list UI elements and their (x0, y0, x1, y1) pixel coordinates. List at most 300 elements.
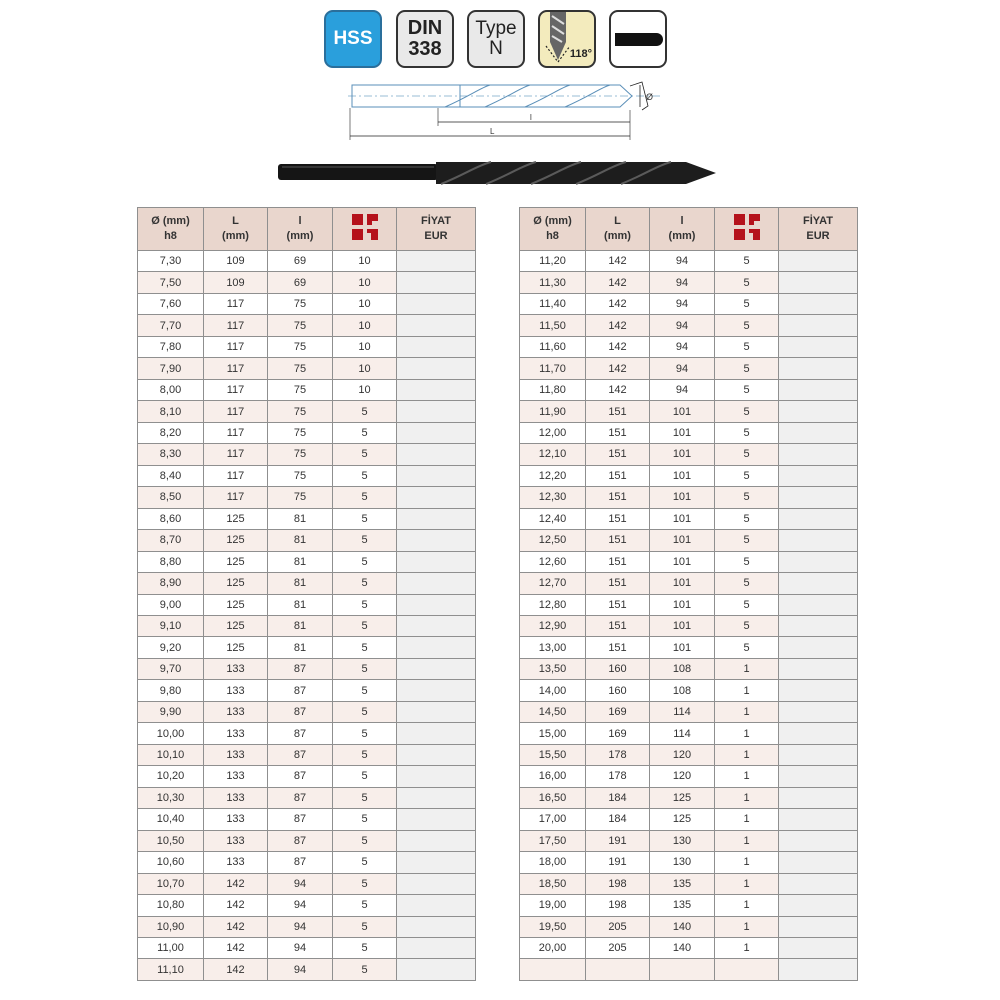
diameter-cell: 8,60 (138, 508, 204, 529)
price-cell (397, 852, 476, 873)
table-row (138, 680, 476, 701)
diameter-cell: 10,30 (138, 787, 204, 808)
flute-length-cell: 114 (650, 723, 715, 744)
diameter-cell: 16,50 (520, 787, 586, 808)
diameter-cell: 11,30 (520, 272, 586, 293)
table-row (138, 701, 476, 722)
diameter-cell: 12,80 (520, 594, 586, 615)
total-length-cell: 133 (204, 766, 268, 787)
table-row (520, 251, 858, 272)
table-row (520, 379, 858, 400)
table-row (520, 809, 858, 830)
package-quantity-cell: 5 (333, 809, 397, 830)
package-quantity-cell: 5 (715, 315, 779, 336)
flute-length-cell: 81 (268, 530, 333, 551)
flute-length-cell: 94 (650, 379, 715, 400)
price-cell (397, 358, 476, 379)
price-cell (397, 701, 476, 722)
table-row (138, 938, 476, 959)
total-length-cell: 109 (204, 272, 268, 293)
total-length-header: L (mm) (586, 208, 650, 251)
diameter-cell: 8,30 (138, 444, 204, 465)
diameter-cell: 15,00 (520, 723, 586, 744)
diameter-cell: 10,80 (138, 895, 204, 916)
total-length-cell: 191 (586, 830, 650, 851)
total-length-cell: 178 (586, 766, 650, 787)
price-cell (779, 959, 858, 980)
table-row (138, 293, 476, 314)
flute-length-cell: 101 (650, 637, 715, 658)
price-cell (779, 358, 858, 379)
table-row (138, 422, 476, 443)
table-row (138, 637, 476, 658)
flute-length-cell: 75 (268, 358, 333, 379)
table-row (520, 873, 858, 894)
package-quantity-cell: 10 (333, 293, 397, 314)
package-quantity-cell: 5 (333, 594, 397, 615)
total-length-cell: 117 (204, 293, 268, 314)
total-length-cell (586, 959, 650, 980)
total-length-cell: 151 (586, 422, 650, 443)
total-length-cell: 142 (586, 336, 650, 357)
diameter-cell: 15,50 (520, 744, 586, 765)
drill-bit-photo (276, 152, 720, 194)
total-length-cell: 117 (204, 487, 268, 508)
package-quantity-cell: 5 (333, 680, 397, 701)
diameter-cell: 7,90 (138, 358, 204, 379)
flute-length-cell: 101 (650, 594, 715, 615)
flute-length-label: l (530, 113, 532, 122)
total-length-cell: 133 (204, 809, 268, 830)
package-quantity-header (715, 208, 779, 251)
diameter-cell: 7,60 (138, 293, 204, 314)
flute-length-cell: 101 (650, 508, 715, 529)
price-cell (397, 744, 476, 765)
table-row (520, 487, 858, 508)
diameter-cell: 10,00 (138, 723, 204, 744)
table-row (520, 272, 858, 293)
package-quantity-cell: 1 (715, 766, 779, 787)
package-quantity-cell: 5 (333, 873, 397, 894)
flute-length-cell: 75 (268, 465, 333, 486)
table-row (138, 744, 476, 765)
table-row (520, 551, 858, 572)
table-row (138, 959, 476, 980)
diameter-cell (520, 959, 586, 980)
table-row (520, 573, 858, 594)
flute-length-cell: 101 (650, 530, 715, 551)
drill-size-table-left (137, 207, 476, 981)
package-quantity-icon (350, 212, 380, 242)
table-header-row (520, 208, 858, 251)
flute-length-cell: 101 (650, 401, 715, 422)
package-quantity-cell: 5 (333, 830, 397, 851)
table-row (138, 272, 476, 293)
price-cell (397, 379, 476, 400)
price-cell (397, 637, 476, 658)
total-length-cell: 133 (204, 852, 268, 873)
table-row (520, 444, 858, 465)
package-quantity-cell: 5 (333, 959, 397, 980)
table-row (138, 379, 476, 400)
table-row (138, 916, 476, 937)
total-length-cell: 142 (586, 358, 650, 379)
diameter-cell: 18,50 (520, 873, 586, 894)
diameter-cell: 12,90 (520, 615, 586, 636)
price-cell (779, 787, 858, 808)
package-quantity-cell: 1 (715, 916, 779, 937)
price-cell (779, 379, 858, 400)
total-length-cell: 198 (586, 895, 650, 916)
type-badge (467, 10, 525, 68)
hss-badge (324, 10, 382, 68)
total-length-cell: 117 (204, 422, 268, 443)
diameter-cell: 8,90 (138, 573, 204, 594)
total-length-cell: 125 (204, 594, 268, 615)
package-quantity-cell: 5 (715, 336, 779, 357)
price-cell (397, 487, 476, 508)
diameter-cell: 10,10 (138, 744, 204, 765)
table-row (138, 809, 476, 830)
package-quantity-cell: 1 (715, 895, 779, 916)
flute-length-cell: 101 (650, 551, 715, 572)
package-quantity-cell: 5 (333, 895, 397, 916)
price-cell (779, 551, 858, 572)
point-angle-badge (538, 10, 596, 68)
package-quantity-cell: 1 (715, 809, 779, 830)
price-cell (397, 615, 476, 636)
diameter-cell: 10,50 (138, 830, 204, 851)
package-quantity-cell: 10 (333, 315, 397, 336)
package-quantity-cell: 5 (715, 594, 779, 615)
flute-length-cell: 94 (650, 358, 715, 379)
price-cell (779, 594, 858, 615)
diameter-cell: 7,30 (138, 251, 204, 272)
total-length-cell: 191 (586, 852, 650, 873)
din-standard-badge (396, 10, 454, 68)
total-length-cell: 142 (586, 272, 650, 293)
diameter-cell: 8,10 (138, 401, 204, 422)
straight-shank-icon (615, 33, 663, 46)
package-quantity-cell: 5 (715, 422, 779, 443)
price-cell (779, 744, 858, 765)
total-length-cell: 142 (204, 873, 268, 894)
diameter-cell: 18,00 (520, 852, 586, 873)
price-cell (779, 680, 858, 701)
diameter-cell: 19,50 (520, 916, 586, 937)
table-row (520, 959, 858, 980)
package-quantity-cell: 5 (333, 637, 397, 658)
package-quantity-cell: 5 (715, 615, 779, 636)
price-cell (397, 959, 476, 980)
total-length-cell: 117 (204, 315, 268, 336)
flute-length-cell: 69 (268, 251, 333, 272)
package-quantity-cell: 5 (333, 916, 397, 937)
diameter-cell: 7,50 (138, 272, 204, 293)
flute-length-cell: 101 (650, 615, 715, 636)
package-quantity-cell: 5 (715, 444, 779, 465)
diameter-cell: 8,00 (138, 379, 204, 400)
flute-length-cell: 94 (650, 272, 715, 293)
diameter-cell: 17,00 (520, 809, 586, 830)
total-length-cell: 133 (204, 787, 268, 808)
package-quantity-cell: 5 (333, 787, 397, 808)
flute-length-header: l (mm) (650, 208, 715, 251)
diameter-cell: 8,40 (138, 465, 204, 486)
total-length-cell: 151 (586, 487, 650, 508)
flute-length-cell: 75 (268, 336, 333, 357)
diameter-cell: 12,20 (520, 465, 586, 486)
table-row (138, 487, 476, 508)
flute-length-cell: 94 (650, 251, 715, 272)
price-cell (397, 723, 476, 744)
package-quantity-cell: 5 (715, 637, 779, 658)
total-length-cell: 151 (586, 637, 650, 658)
package-quantity-cell: 5 (333, 551, 397, 572)
package-quantity-cell: 1 (715, 744, 779, 765)
total-length-cell: 184 (586, 787, 650, 808)
total-length-cell: 151 (586, 551, 650, 572)
price-cell (779, 701, 858, 722)
diameter-cell: 11,70 (520, 358, 586, 379)
package-quantity-cell: 5 (333, 701, 397, 722)
total-length-cell: 117 (204, 379, 268, 400)
total-length-cell: 133 (204, 701, 268, 722)
price-cell (779, 938, 858, 959)
table-row (138, 530, 476, 551)
table-row (520, 594, 858, 615)
flute-length-cell (650, 959, 715, 980)
diameter-cell: 11,90 (520, 401, 586, 422)
table-row (138, 551, 476, 572)
table-row (138, 336, 476, 357)
total-length-cell: 151 (586, 401, 650, 422)
package-quantity-cell: 10 (333, 251, 397, 272)
table-row (138, 658, 476, 679)
total-length-cell: 151 (586, 615, 650, 636)
flute-length-cell: 120 (650, 744, 715, 765)
price-cell (397, 422, 476, 443)
price-cell (397, 787, 476, 808)
diameter-cell: 8,50 (138, 487, 204, 508)
point-angle-value: 118° (569, 48, 592, 61)
type-label: Type (475, 18, 517, 40)
package-quantity-cell: 5 (715, 551, 779, 572)
package-quantity-cell: 5 (333, 938, 397, 959)
total-length-cell: 133 (204, 658, 268, 679)
diameter-cell: 12,50 (520, 530, 586, 551)
package-quantity-cell: 1 (715, 787, 779, 808)
total-length-cell: 142 (586, 315, 650, 336)
table-row (520, 615, 858, 636)
diameter-cell: 9,70 (138, 658, 204, 679)
price-cell (779, 723, 858, 744)
package-quantity-cell: 5 (333, 744, 397, 765)
table-row (520, 744, 858, 765)
package-quantity-cell: 5 (333, 530, 397, 551)
price-cell (397, 938, 476, 959)
price-cell (397, 830, 476, 851)
diameter-cell: 8,80 (138, 551, 204, 572)
package-quantity-cell: 5 (333, 401, 397, 422)
flute-length-cell: 75 (268, 293, 333, 314)
price-cell (779, 530, 858, 551)
total-length-cell: 117 (204, 336, 268, 357)
table-row (520, 336, 858, 357)
diameter-cell: 9,90 (138, 701, 204, 722)
flute-length-cell: 108 (650, 680, 715, 701)
table-row (520, 916, 858, 937)
total-length-cell: 125 (204, 637, 268, 658)
package-quantity-cell: 5 (333, 508, 397, 529)
flute-length-cell: 75 (268, 444, 333, 465)
table-row (138, 573, 476, 594)
diameter-cell: 17,50 (520, 830, 586, 851)
package-quantity-cell: 1 (715, 680, 779, 701)
package-quantity-header (333, 208, 397, 251)
flute-length-header: l (mm) (268, 208, 333, 251)
total-length-cell: 117 (204, 358, 268, 379)
total-length-cell: 109 (204, 251, 268, 272)
diameter-cell: 11,80 (520, 379, 586, 400)
flute-length-cell: 87 (268, 852, 333, 873)
package-quantity-cell: 5 (715, 358, 779, 379)
diameter-cell: 19,00 (520, 895, 586, 916)
diameter-cell: 9,10 (138, 615, 204, 636)
drill-technical-drawing (340, 76, 670, 146)
total-length-cell: 160 (586, 680, 650, 701)
package-quantity-cell: 5 (333, 573, 397, 594)
package-quantity-cell: 1 (715, 852, 779, 873)
table-row (520, 895, 858, 916)
total-length-cell: 133 (204, 830, 268, 851)
price-cell (779, 487, 858, 508)
flute-length-cell: 94 (268, 938, 333, 959)
price-cell (397, 551, 476, 572)
table-row (138, 830, 476, 851)
shank-badge (609, 10, 667, 68)
package-quantity-cell: 5 (715, 530, 779, 551)
price-cell (397, 809, 476, 830)
package-quantity-cell: 5 (333, 852, 397, 873)
diameter-cell: 11,40 (520, 293, 586, 314)
total-length-cell: 133 (204, 744, 268, 765)
table-row (520, 680, 858, 701)
diameter-cell: 11,00 (138, 938, 204, 959)
diameter-header: Ø (mm) h8 (520, 208, 586, 251)
package-quantity-cell (715, 959, 779, 980)
diameter-cell: 7,70 (138, 315, 204, 336)
price-cell (779, 852, 858, 873)
flute-length-cell: 135 (650, 895, 715, 916)
total-length-cell: 117 (204, 444, 268, 465)
flute-length-cell: 87 (268, 809, 333, 830)
flute-length-cell: 81 (268, 508, 333, 529)
flute-length-cell: 87 (268, 830, 333, 851)
package-quantity-cell: 5 (333, 422, 397, 443)
price-cell (779, 895, 858, 916)
table-row (520, 315, 858, 336)
package-quantity-cell: 10 (333, 336, 397, 357)
package-quantity-cell: 10 (333, 358, 397, 379)
flute-length-cell: 94 (268, 959, 333, 980)
price-cell (779, 422, 858, 443)
table-row (138, 766, 476, 787)
table-row (520, 701, 858, 722)
flute-length-cell: 81 (268, 594, 333, 615)
price-cell (779, 637, 858, 658)
flute-length-cell: 81 (268, 637, 333, 658)
package-quantity-cell: 1 (715, 830, 779, 851)
table-row (520, 358, 858, 379)
flute-length-cell: 101 (650, 487, 715, 508)
package-quantity-cell: 5 (333, 723, 397, 744)
price-cell (779, 465, 858, 486)
flute-length-cell: 101 (650, 422, 715, 443)
diameter-cell: 10,90 (138, 916, 204, 937)
package-quantity-cell: 5 (333, 444, 397, 465)
package-quantity-cell: 5 (333, 766, 397, 787)
total-length-cell: 125 (204, 551, 268, 572)
package-quantity-cell: 10 (333, 379, 397, 400)
package-quantity-cell: 1 (715, 701, 779, 722)
package-quantity-cell: 5 (333, 487, 397, 508)
package-quantity-cell: 5 (715, 573, 779, 594)
diameter-cell: 8,70 (138, 530, 204, 551)
total-length-cell: 117 (204, 401, 268, 422)
diameter-cell: 11,20 (520, 251, 586, 272)
total-length-cell: 151 (586, 465, 650, 486)
price-cell (779, 873, 858, 894)
diameter-cell: 13,00 (520, 637, 586, 658)
flute-length-cell: 75 (268, 422, 333, 443)
price-cell (397, 272, 476, 293)
diameter-cell: 12,70 (520, 573, 586, 594)
package-quantity-cell: 5 (715, 508, 779, 529)
price-cell (779, 573, 858, 594)
total-length-cell: 142 (204, 938, 268, 959)
flute-length-cell: 101 (650, 465, 715, 486)
total-length-cell: 117 (204, 465, 268, 486)
price-cell (779, 508, 858, 529)
price-cell (397, 315, 476, 336)
diameter-cell: 7,80 (138, 336, 204, 357)
flute-length-cell: 94 (650, 336, 715, 357)
total-length-cell: 178 (586, 744, 650, 765)
total-length-cell: 205 (586, 916, 650, 937)
price-cell (397, 465, 476, 486)
din-number: 338 (408, 38, 442, 60)
price-cell (779, 766, 858, 787)
flute-length-cell: 87 (268, 680, 333, 701)
price-cell (397, 766, 476, 787)
flute-length-cell: 135 (650, 873, 715, 894)
table-row (138, 895, 476, 916)
flute-length-cell: 94 (268, 873, 333, 894)
flute-length-cell: 120 (650, 766, 715, 787)
table-row (520, 787, 858, 808)
flute-length-cell: 114 (650, 701, 715, 722)
flute-length-cell: 81 (268, 615, 333, 636)
total-length-cell: 184 (586, 809, 650, 830)
type-value: N (489, 38, 503, 59)
price-cell (779, 336, 858, 357)
total-length-cell: 125 (204, 508, 268, 529)
package-quantity-cell: 1 (715, 873, 779, 894)
diameter-cell: 10,70 (138, 873, 204, 894)
diameter-cell: 12,10 (520, 444, 586, 465)
diameter-cell: 9,20 (138, 637, 204, 658)
